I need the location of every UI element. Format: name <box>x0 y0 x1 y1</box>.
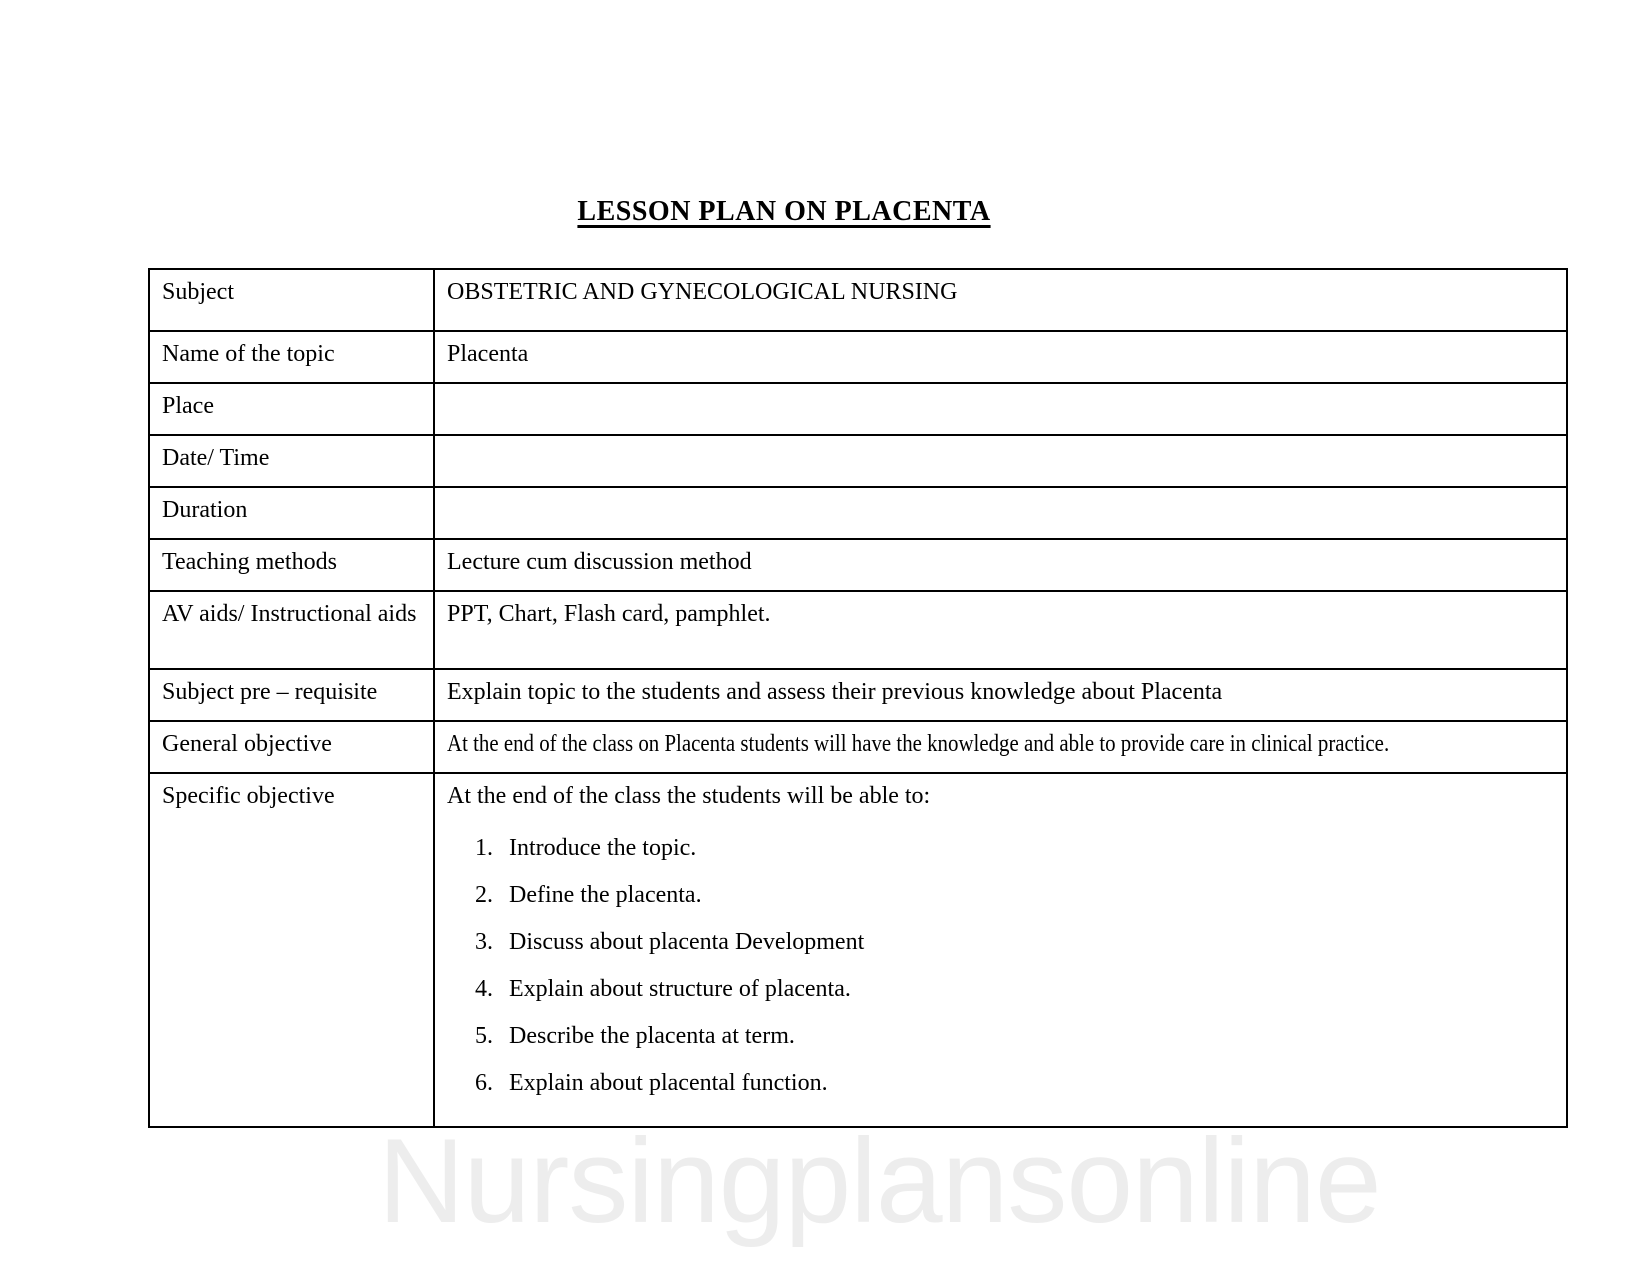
row-value-general-objective <box>434 721 1567 773</box>
table-row-specific-objective <box>149 773 1567 1127</box>
row-label-date-time: Date/ Time <box>149 435 434 487</box>
row-value-duration <box>434 487 1567 539</box>
list-item-3 <box>447 927 1554 957</box>
table-row-av-aids <box>149 591 1567 669</box>
list-item-2 <box>447 880 1554 910</box>
list-item-number: 4. <box>475 976 493 1002</box>
general-objective-text: At the end of the class on Placenta students will have the knowledge and able to provide care in clinical practice. <box>447 731 1390 757</box>
row-label-av-aids: AV aids/ Instructional aids <box>149 591 434 669</box>
page-title-text: LESSON PLAN ON PLACENTA <box>577 196 991 227</box>
row-label-pre-requisite: Subject pre – requisite <box>149 669 434 721</box>
table-row-teaching-methods <box>149 539 1567 591</box>
list-item-text: Explain about structure of placenta. <box>509 976 851 1002</box>
list-item-number: 2. <box>475 882 493 908</box>
row-label-duration: Duration <box>149 487 434 539</box>
list-item-text: Introduce the topic. <box>509 835 697 861</box>
list-item-text: Define the placenta. <box>509 882 702 908</box>
specific-objective-intro: At the end of the class the students will be able to: <box>447 783 931 809</box>
watermark: Nursingplansonline <box>378 1114 1381 1248</box>
table-row-general-objective <box>149 721 1567 773</box>
specific-objective-list <box>447 833 1554 1098</box>
list-item-text: Explain about placental function. <box>509 1070 828 1096</box>
list-item-text: Discuss about placenta Development <box>509 929 865 955</box>
table-row-date-time <box>149 435 1567 487</box>
row-label-teaching-methods: Teaching methods <box>149 539 434 591</box>
row-value-specific-objective <box>434 773 1567 1127</box>
row-value-place <box>434 383 1567 435</box>
row-label-place: Place <box>149 383 434 435</box>
table-row-pre-requisite <box>149 669 1567 721</box>
row-value-topic: Placenta <box>434 331 1567 383</box>
row-value-subject: OBSTETRIC AND GYNECOLOGICAL NURSING <box>434 269 1567 331</box>
table-row-subject <box>149 269 1567 331</box>
list-item-6 <box>447 1068 1554 1098</box>
row-value-pre-requisite: Explain topic to the students and assess their previous knowledge about Placenta <box>434 669 1567 721</box>
row-value-teaching-methods: Lecture cum discussion method <box>434 539 1567 591</box>
row-value-date-time <box>434 435 1567 487</box>
list-item-5 <box>447 1021 1554 1051</box>
table-row-topic <box>149 331 1567 383</box>
row-label-specific-objective: Specific objective <box>149 773 434 1127</box>
row-label-general-objective: General objective <box>149 721 434 773</box>
list-item-text: Describe the placenta at term. <box>509 1023 795 1049</box>
row-value-av-aids: PPT, Chart, Flash card, pamphlet. <box>434 591 1567 669</box>
list-item-1 <box>447 833 1554 863</box>
row-label-topic: Name of the topic <box>149 331 434 383</box>
page-title <box>148 196 1420 228</box>
list-item-number: 1. <box>475 835 493 861</box>
table-row-place <box>149 383 1567 435</box>
list-item-number: 6. <box>475 1070 493 1096</box>
list-item-number: 5. <box>475 1023 493 1049</box>
list-item-number: 3. <box>475 929 493 955</box>
row-label-subject: Subject <box>149 269 434 331</box>
list-item-4 <box>447 974 1554 1004</box>
lesson-plan-table <box>148 268 1568 1128</box>
table-row-duration <box>149 487 1567 539</box>
